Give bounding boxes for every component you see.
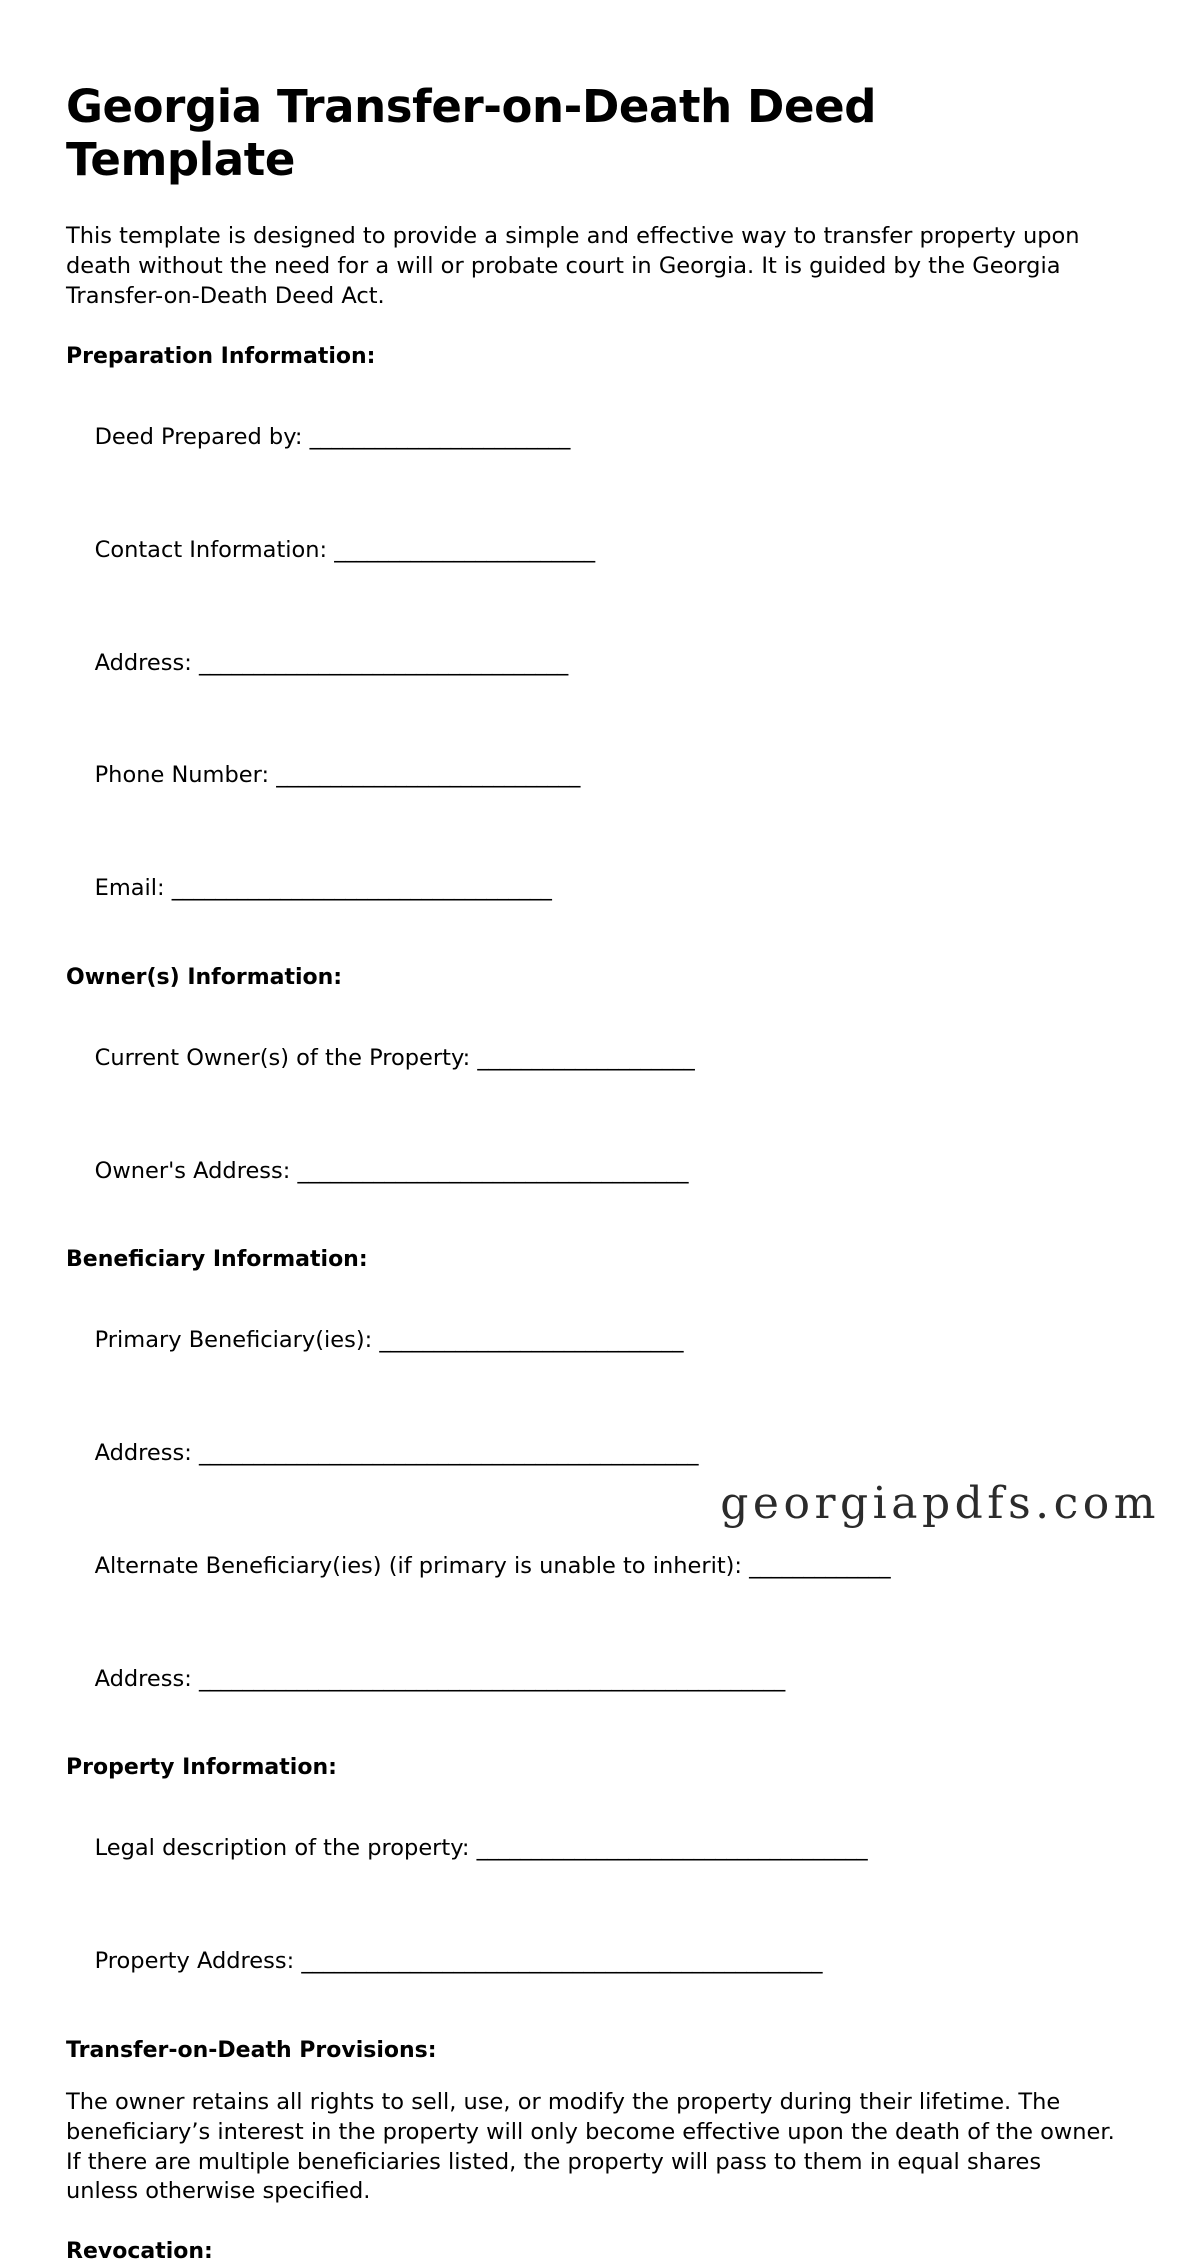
field-blank-owners-address[interactable]: ____________________________________ [297, 1157, 689, 1184]
field-label-legal-description: Legal description of the property: [94, 1835, 477, 1862]
field-preparer-address [66, 619, 1132, 707]
section-heading-provisions: Transfer-on-Death Provisions: [66, 2037, 437, 2063]
section-heading-revocation: Revocation: [66, 2239, 213, 2264]
field-blank-current-owners[interactable]: ____________________ [477, 1044, 695, 1071]
provisions-paragraph: The owner retains all rights to sell, use, or modify the property during their lifetime. The beneficiary’s interest in the property will only become effective upon the death of the owner. If there are multiple beneficiaries listed, the property will pass to them in equal shares unless otherwise specified. [66, 2088, 1115, 2205]
field-alternate-beneficiary [66, 1523, 1132, 1611]
field-blank-primary-beneficiary[interactable]: ____________________________ [379, 1327, 684, 1354]
field-label-current-owners: Current Owner(s) of the Property: [94, 1044, 478, 1071]
section-heading-property: Property Information: [66, 1755, 337, 1781]
section-heading-owners: Owner(s) Information: [66, 964, 343, 990]
field-blank-email[interactable]: ___________________________________ [171, 875, 552, 902]
section-heading-preparation: Preparation Information: [66, 343, 376, 369]
field-email [66, 845, 1132, 933]
field-blank-preparer-address[interactable]: __________________________________ [198, 649, 568, 676]
field-legal-description [66, 1805, 1132, 1893]
site-watermark: georgiapdfs.com [720, 1478, 1160, 1529]
field-property-address [66, 1918, 1132, 2006]
field-owners-address [66, 1127, 1132, 1215]
field-primary-beneficiary [66, 1297, 1132, 1385]
field-label-property-address: Property Address: [94, 1948, 302, 1975]
section-heading-beneficiary: Beneficiary Information: [66, 1247, 368, 1273]
field-blank-primary-beneficiary-address[interactable]: ______________________________________________ [198, 1440, 699, 1467]
field-label-owners-address: Owner's Address: [94, 1157, 298, 1184]
field-label-primary-beneficiary: Primary Beneficiary(ies): [94, 1327, 380, 1354]
page-title: Georgia Transfer-on-Death Deed Template [66, 80, 877, 187]
field-blank-deed-prepared-by[interactable]: ________________________ [309, 424, 571, 451]
field-label-contact-information: Contact Information: [94, 536, 335, 563]
field-current-owners [66, 1015, 1132, 1103]
field-phone-number [66, 732, 1132, 820]
field-label-alternate-beneficiary: Alternate Beneficiary(ies) (if primary is unable to inherit): [94, 1552, 750, 1579]
field-blank-legal-description[interactable]: ____________________________________ [476, 1835, 868, 1862]
intro-paragraph: This template is designed to provide a simple and effective way to transfer property upon death without the need for a will or probate court in Georgia. It is guided by the Georgia Transfer-on-Death Deed Act. [66, 223, 1080, 310]
field-contact-information [66, 507, 1132, 595]
field-label-phone-number: Phone Number: [94, 762, 277, 789]
field-label-primary-beneficiary-address: Address: [94, 1440, 199, 1467]
field-deed-prepared-by [66, 394, 1132, 482]
field-blank-alternate-beneficiary[interactable]: _____________ [749, 1552, 891, 1579]
field-label-preparer-address: Address: [94, 649, 199, 676]
field-label-email: Email: [94, 875, 172, 902]
field-blank-property-address[interactable]: ________________________________________________ [301, 1948, 823, 1975]
field-blank-alternate-beneficiary-address[interactable]: ______________________________________________________ [198, 1665, 785, 1692]
field-label-deed-prepared-by: Deed Prepared by: [94, 424, 310, 451]
field-blank-contact-information[interactable]: ________________________ [334, 536, 595, 563]
field-label-alternate-beneficiary-address: Address: [94, 1665, 199, 1692]
field-blank-phone-number[interactable]: ____________________________ [276, 762, 580, 789]
field-alternate-beneficiary-address [66, 1635, 1132, 1723]
